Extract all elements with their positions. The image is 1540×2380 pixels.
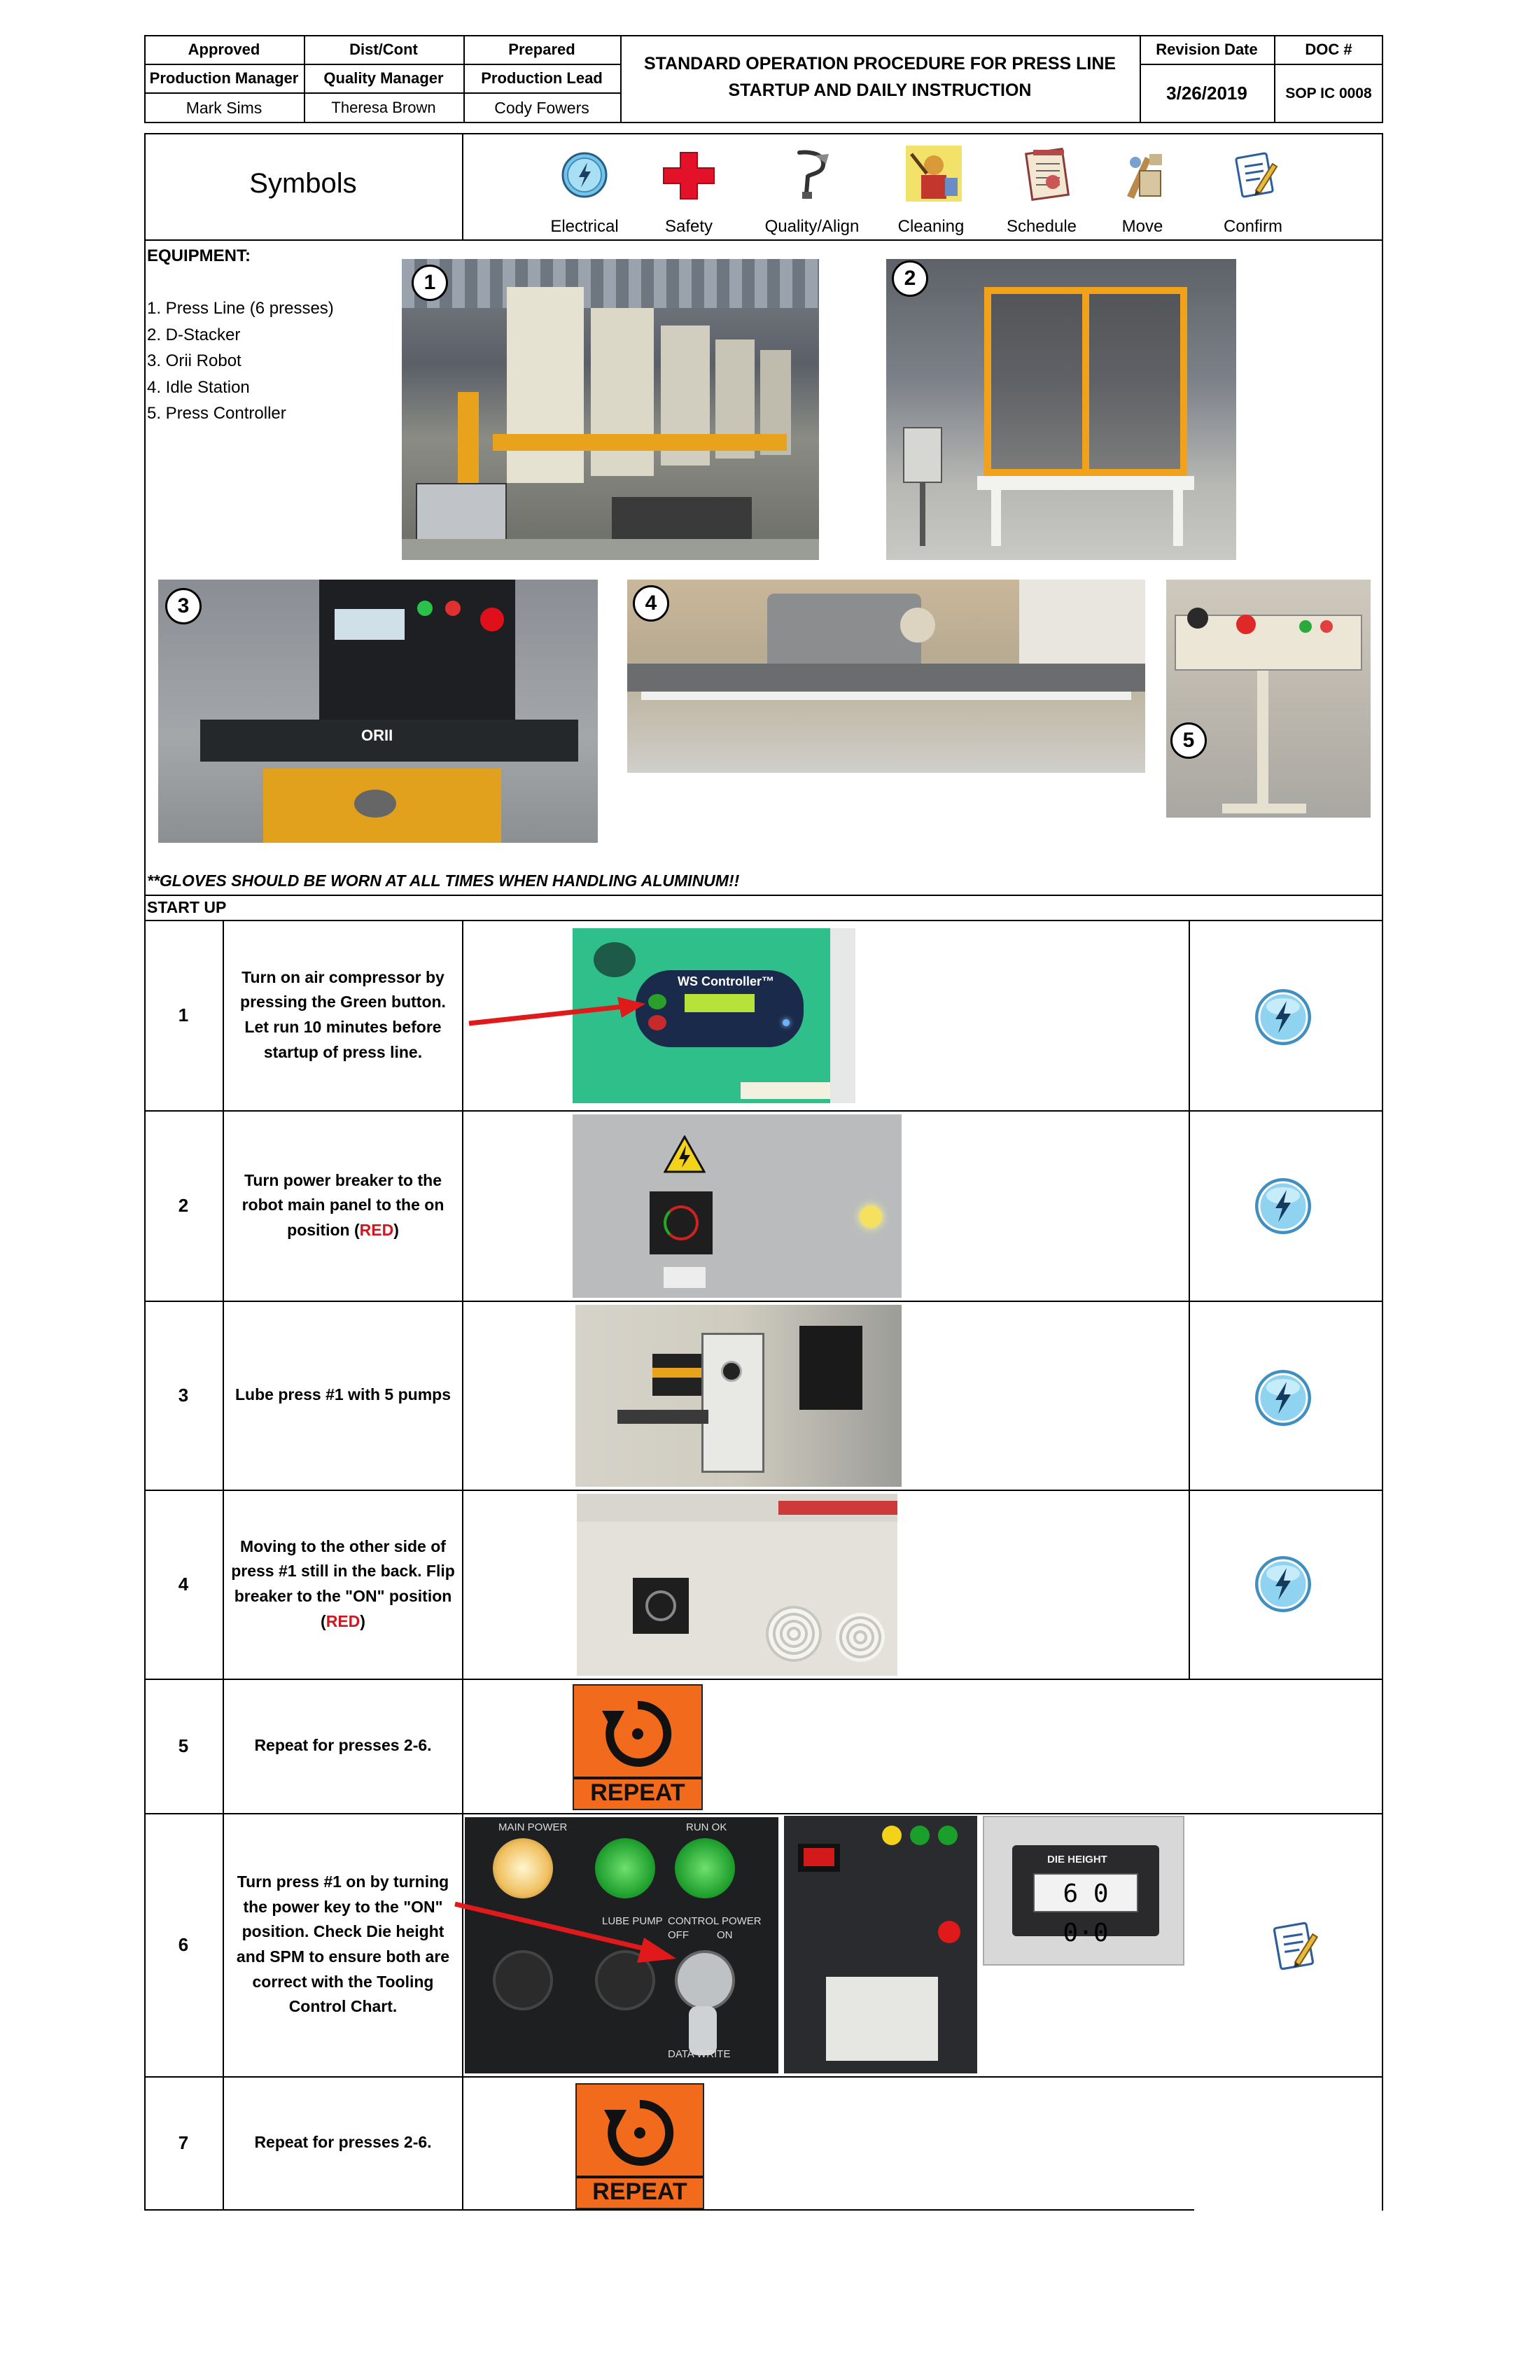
confirm-icon <box>1270 1919 1319 1973</box>
divider <box>1189 920 1190 1679</box>
prepared-label: Prepared <box>508 40 575 58</box>
step-instruction: Repeat for presses 2-6. <box>254 2133 432 2152</box>
symbol-label-confirm: Confirm <box>1223 217 1282 236</box>
equipment-item: 5. Press Controller <box>147 404 286 423</box>
electrical-icon <box>1253 1368 1313 1428</box>
die-height-value: 6 0 0·0 <box>1033 1873 1138 1912</box>
gloves-warning: **GLOVES SHOULD BE WORN AT ALL TIMES WHEN HANDLING ALUMINUM!! <box>147 872 740 890</box>
press-line-photo <box>402 259 819 560</box>
title-line-1: STANDARD OPERATION PROCEDURE FOR PRESS LINE <box>643 54 1116 74</box>
lube-pump-photo <box>575 1305 902 1487</box>
approved-label: Approved <box>188 40 260 58</box>
pointer-arrow <box>448 1897 686 1974</box>
repeat-sign <box>575 2083 704 2209</box>
red-emphasis: RED <box>326 1611 360 1630</box>
repeat-sign <box>573 1684 703 1810</box>
symbol-label-safety: Safety <box>664 217 713 236</box>
photo-badge-1: 1 <box>412 265 448 301</box>
step-number: 2 <box>178 1194 189 1216</box>
step-number: 7 <box>178 2132 189 2153</box>
step-number: 3 <box>178 1384 189 1406</box>
step-number: 4 <box>178 1573 189 1595</box>
photo-badge-5: 5 <box>1170 722 1207 759</box>
doc-label: DOC # <box>1305 40 1352 58</box>
power-breaker-photo <box>573 1114 902 1298</box>
step-instruction: Lube press #1 with 5 pumps <box>234 1385 451 1404</box>
schedule-icon <box>1025 147 1071 202</box>
run-ok-text: RUN OK <box>686 1821 727 1833</box>
safety-cross-icon <box>662 151 715 200</box>
step-instruction: Moving to the other side of press #1 still in the back. Flip breaker to the "ON" position (RED) <box>231 1536 455 1630</box>
cleaning-icon <box>906 146 962 202</box>
high-voltage-icon <box>664 1135 706 1173</box>
divider <box>462 133 463 241</box>
dist-role: Quality Manager <box>323 69 444 87</box>
die-height-text: DIE HEIGHT <box>1047 1854 1107 1865</box>
rear-breaker-photo <box>577 1494 897 1676</box>
symbol-label-cleaning: Cleaning <box>897 217 965 236</box>
move-icon <box>1121 150 1168 202</box>
approved-name: Mark Sims <box>186 98 262 117</box>
symbol-label-electrical: Electrical <box>550 217 619 236</box>
doc-number: SOP IC 0008 <box>1285 85 1372 102</box>
press-control-panel-photo <box>784 1816 977 2073</box>
confirm-icon <box>1232 150 1278 200</box>
repeat-arrow-icon <box>599 1695 676 1772</box>
repeat-label: REPEAT <box>577 2176 703 2205</box>
electrical-icon <box>1253 1554 1313 1614</box>
photo-badge-4: 4 <box>633 585 669 622</box>
equipment-item: 4. Idle Station <box>147 377 250 397</box>
electrical-icon <box>1253 1176 1313 1236</box>
orii-label: ORII <box>361 727 393 744</box>
step-number: 1 <box>178 1004 189 1026</box>
step-number: 6 <box>178 1933 189 1955</box>
symbols-title: Symbols <box>249 168 357 199</box>
equipment-heading: EQUIPMENT: <box>147 246 251 265</box>
main-power-text: MAIN POWER <box>498 1821 568 1833</box>
prepared-name: Cody Fowers <box>494 98 589 117</box>
dist-name: Theresa Brown <box>331 99 436 116</box>
photo-badge-2: 2 <box>892 260 928 297</box>
repeat-arrow-icon <box>601 2094 678 2171</box>
lube-pump-text: LUBE PUMP <box>602 1915 663 1927</box>
dist-label: Dist/Cont <box>349 40 418 58</box>
approved-role: Production Manager <box>149 69 299 87</box>
revision-label: Revision Date <box>1156 40 1258 58</box>
on-text: ON <box>717 1929 733 1941</box>
title-line-2: STARTUP AND DAILY INSTRUCTION <box>728 80 1032 100</box>
divider <box>144 895 1383 896</box>
symbol-label-quality: Quality/Align <box>764 217 860 236</box>
symbol-label-move: Move <box>1121 217 1163 236</box>
quality-align-icon <box>790 148 832 202</box>
data-write-text: DATA WRITE <box>668 2048 731 2060</box>
equipment-item: 2. D-Stacker <box>147 325 241 344</box>
revision-date: 3/26/2019 <box>1166 83 1247 104</box>
equipment-list <box>147 295 334 427</box>
red-emphasis: RED <box>359 1220 394 1239</box>
divider <box>1382 895 1383 2211</box>
step-instruction: Turn press #1 on by turning the power key to the "ON" position. Check Die height and SPM to ensure both are correct with the Tooling Control Chart. <box>236 1872 450 2016</box>
divider <box>462 920 463 2211</box>
document-title <box>620 50 1140 104</box>
step-instruction: Turn power breaker to the robot main panel to the on position (RED) <box>241 1170 444 1239</box>
off-text: OFF <box>668 1929 689 1941</box>
step-instruction: Repeat for presses 2-6. <box>254 1736 432 1755</box>
electrical-icon <box>1253 987 1313 1047</box>
idle-station-photo <box>627 580 1145 773</box>
divider <box>144 2209 1194 2211</box>
startup-heading: START UP <box>147 898 227 916</box>
control-power-text: CONTROL POWER <box>668 1915 762 1927</box>
orii-robot-photo <box>158 580 598 843</box>
pointer-arrow <box>462 994 651 1029</box>
photo-badge-3: 3 <box>165 588 202 624</box>
d-stacker-photo <box>886 259 1236 560</box>
electrical-icon <box>560 150 609 200</box>
controller-brand: WS Controller™ <box>678 974 774 988</box>
symbol-label-schedule: Schedule <box>1006 217 1077 236</box>
step-number: 5 <box>178 1735 189 1756</box>
prepared-role: Production Lead <box>481 69 603 87</box>
equipment-item: 1. Press Line (6 presses) <box>147 299 334 318</box>
repeat-label: REPEAT <box>574 1777 701 1806</box>
equipment-item: 3. Orii Robot <box>147 351 241 370</box>
step-instruction: Turn on air compressor by pressing the Green button. Let run 10 minutes before startup of press line. <box>240 967 446 1061</box>
press-controller-photo <box>1166 580 1371 818</box>
die-height-display-photo <box>983 1816 1184 1966</box>
